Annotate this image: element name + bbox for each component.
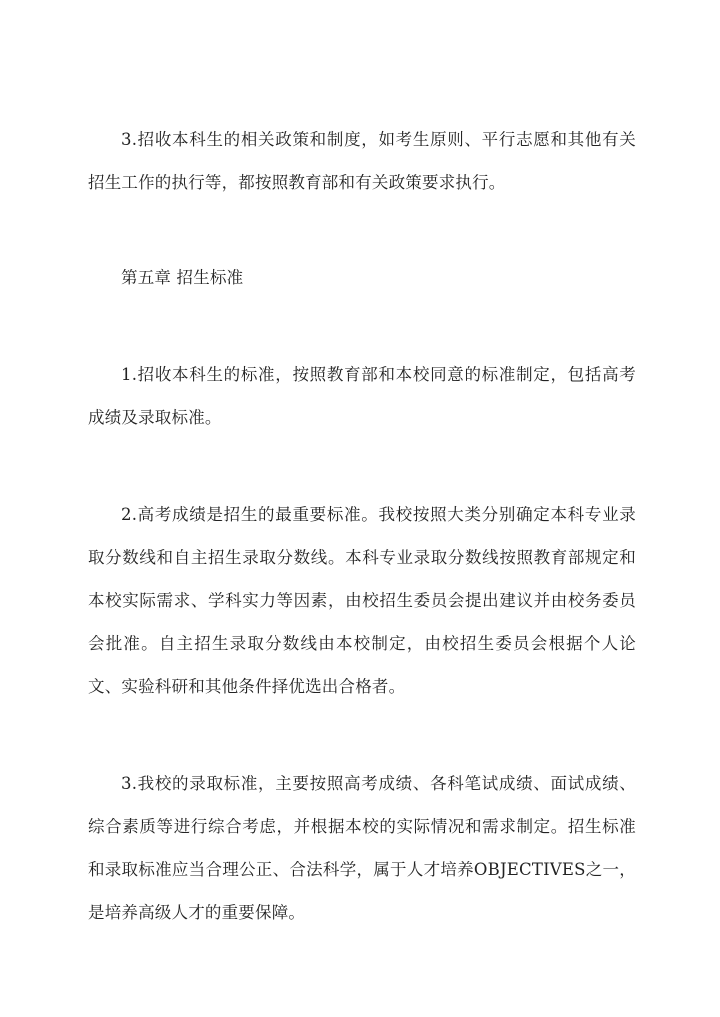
standard-paragraph: 1.招收本科生的标准，按照教育部和本校同意的标准制定，包括高考成绩及录取标准。	[88, 365, 636, 427]
chapter-heading: 第五章 招生标准	[121, 268, 244, 287]
policy-paragraph: 3.招收本科生的相关政策和制度，如考生原则、平行志愿和其他有关招生工作的执行等，都按照教育部和有关政策要求执行。	[88, 130, 636, 192]
admission-standard-paragraph: 3.我校的录取标准，主要按照高考成绩、各科笔试成绩、面试成绩、综合素质等进行综合考虑，并根据本校的实际情况和需求制定。招生标准和录取标准应当合理公正、合法科学，属于人才培养OBJECTIVES之一，是培养高级人才的重要保障。	[88, 774, 636, 922]
exam-score-paragraph: 2.高考成绩是招生的最重要标准。我校按照大类分别确定本科专业录取分数线和自主招生录取分数线。本科专业录取分数线按照教育部规定和本校实际需求、学科实力等因素，由校招生委员会提出建议并由校务委员会批准。自主招生录取分数线由本校制定，由校招生委员会根据个人论文、实验科研和其他条件择优选出合格者。	[88, 505, 636, 696]
